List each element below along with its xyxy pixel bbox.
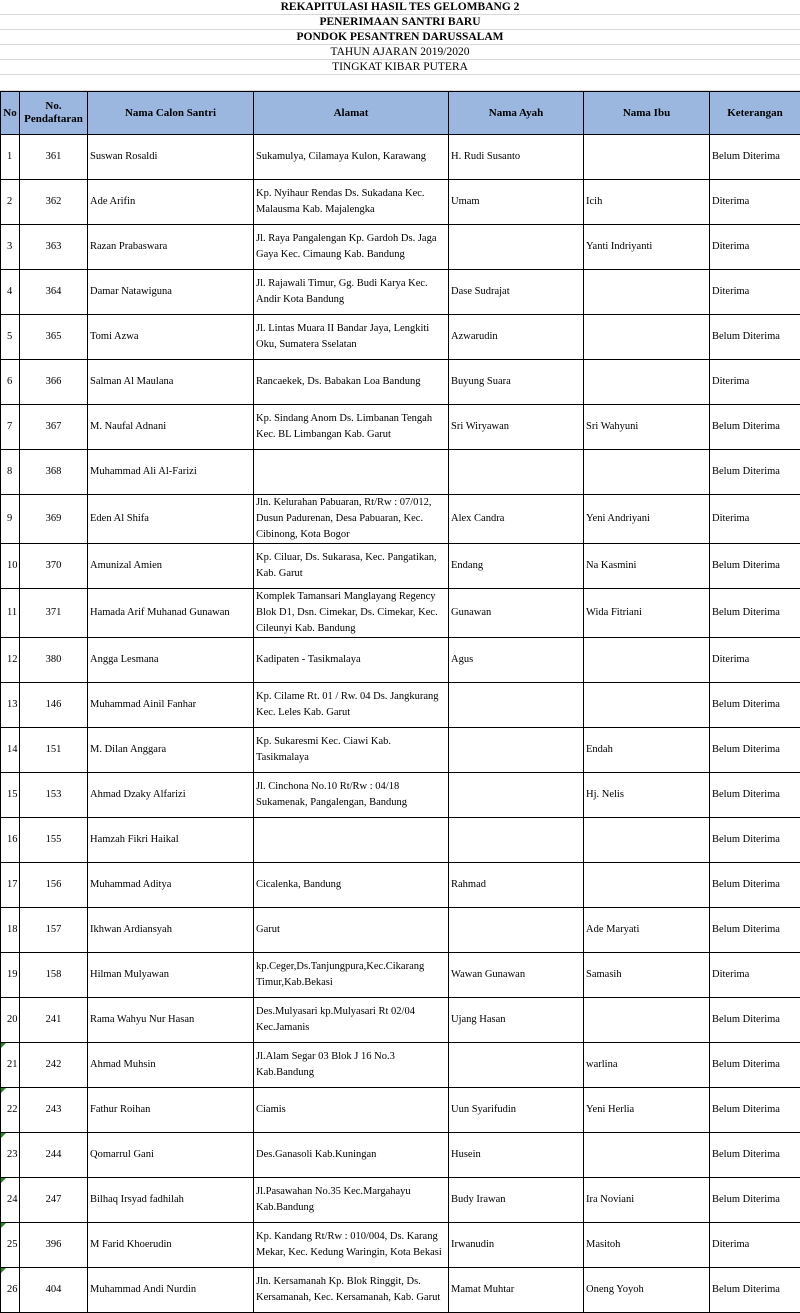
cell-no[interactable]: 23: [1, 1133, 20, 1178]
cell-ayah[interactable]: Agus: [449, 638, 584, 683]
cell-pendaftaran[interactable]: 244: [20, 1133, 88, 1178]
cell-alamat[interactable]: [254, 450, 449, 495]
cell-pendaftaran[interactable]: 369: [20, 495, 88, 544]
cell-pendaftaran[interactable]: 364: [20, 270, 88, 315]
cell-pendaftaran[interactable]: 247: [20, 1178, 88, 1223]
cell-alamat[interactable]: Kp. Kandang Rt/Rw : 010/004, Ds. Karang Mekar, Kec. Kedung Waringin, Kota Bekasi: [254, 1223, 449, 1268]
table-row: [1, 360, 800, 405]
blank-row: [0, 75, 800, 91]
cell-nama[interactable]: M. Dilan Anggara: [88, 728, 254, 773]
cell-no[interactable]: 17: [1, 863, 20, 908]
cell-alamat[interactable]: Jl. Raya Pangalengan Kp. Gardoh Ds. Jaga Gaya Kec. Cimaung Kab. Bandung: [254, 225, 449, 270]
cell-alamat[interactable]: Jl. Lintas Muara II Bandar Jaya, Lengkiti Oku, Sumatera Sselatan: [254, 315, 449, 360]
cell-ibu[interactable]: Endah: [584, 728, 710, 773]
cell-keterangan[interactable]: Belum Diterima: [710, 589, 800, 638]
cell-alamat[interactable]: Garut: [254, 908, 449, 953]
cell-alamat[interactable]: Jl.Alam Segar 03 Blok J 16 No.3 Kab.Bandung: [254, 1043, 449, 1088]
cell-no[interactable]: 12: [1, 638, 20, 683]
table-row: [1, 773, 800, 818]
cell-ibu[interactable]: Icih: [584, 180, 710, 225]
results-table: [0, 91, 800, 1313]
cell-ibu[interactable]: [584, 1133, 710, 1178]
cell-no[interactable]: 20: [1, 998, 20, 1043]
cell-ibu[interactable]: Oneng Yoyoh: [584, 1268, 710, 1313]
table-row: [1, 589, 800, 638]
cell-nama[interactable]: Amunizal Amien: [88, 544, 254, 589]
cell-no[interactable]: 5: [1, 315, 20, 360]
cell-no[interactable]: 14: [1, 728, 20, 773]
cell-nama[interactable]: M. Naufal Adnani: [88, 405, 254, 450]
cell-ibu[interactable]: Ade Maryati: [584, 908, 710, 953]
table-body: [1, 135, 800, 1313]
table-row: [1, 683, 800, 728]
cell-nama[interactable]: Hilman Mulyawan: [88, 953, 254, 998]
cell-ibu[interactable]: [584, 450, 710, 495]
cell-ayah[interactable]: Wawan Gunawan: [449, 953, 584, 998]
cell-ayah[interactable]: Irwanudin: [449, 1223, 584, 1268]
table-row: [1, 405, 800, 450]
cell-nama[interactable]: Fathur Roihan: [88, 1088, 254, 1133]
cell-pendaftaran[interactable]: 368: [20, 450, 88, 495]
cell-no[interactable]: 25: [1, 1223, 20, 1268]
cell-ibu[interactable]: [584, 135, 710, 180]
cell-ibu[interactable]: [584, 818, 710, 863]
table-row: [1, 818, 800, 863]
cell-nama[interactable]: Hamzah Fikri Haikal: [88, 818, 254, 863]
cell-keterangan[interactable]: Belum Diterima: [710, 998, 800, 1043]
cell-pendaftaran[interactable]: 371: [20, 589, 88, 638]
title-block: [0, 0, 800, 91]
cell-alamat[interactable]: Jl.Pasawahan No.35 Kec.Margahayu Kab.Bandung: [254, 1178, 449, 1223]
cell-nama[interactable]: Ikhwan Ardiansyah: [88, 908, 254, 953]
cell-ibu[interactable]: [584, 863, 710, 908]
table-row: [1, 270, 800, 315]
cell-ayah[interactable]: Gunawan: [449, 589, 584, 638]
header-row: [1, 92, 800, 135]
table-row: [1, 315, 800, 360]
cell-ayah[interactable]: [449, 225, 584, 270]
cell-no[interactable]: 10: [1, 544, 20, 589]
cell-keterangan[interactable]: Belum Diterima: [710, 1133, 800, 1178]
cell-nama[interactable]: Suswan Rosaldi: [88, 135, 254, 180]
cell-ibu[interactable]: [584, 638, 710, 683]
cell-ibu[interactable]: [584, 270, 710, 315]
cell-no[interactable]: 15: [1, 773, 20, 818]
cell-keterangan[interactable]: Belum Diterima: [710, 450, 800, 495]
cell-ayah[interactable]: [449, 908, 584, 953]
cell-pendaftaran[interactable]: 155: [20, 818, 88, 863]
cell-ayah[interactable]: Dase Sudrajat: [449, 270, 584, 315]
cell-nama[interactable]: Ade Arifin: [88, 180, 254, 225]
cell-no[interactable]: 13: [1, 683, 20, 728]
cell-pendaftaran[interactable]: 242: [20, 1043, 88, 1088]
cell-ibu[interactable]: [584, 998, 710, 1043]
cell-ayah[interactable]: Uun Syarifudin: [449, 1088, 584, 1133]
cell-no[interactable]: 26: [1, 1268, 20, 1313]
table-row: [1, 998, 800, 1043]
cell-pendaftaran[interactable]: 370: [20, 544, 88, 589]
cell-pendaftaran[interactable]: 367: [20, 405, 88, 450]
cell-alamat[interactable]: Kp. Cilame Rt. 01 / Rw. 04 Ds. Jangkurang Kec. Leles Kab. Garut: [254, 683, 449, 728]
cell-ibu[interactable]: Samasih: [584, 953, 710, 998]
cell-nama[interactable]: M Farid Khoerudin: [88, 1223, 254, 1268]
cell-alamat[interactable]: Jl. Rajawali Timur, Gg. Budi Karya Kec. Andir Kota Bandung: [254, 270, 449, 315]
table-row: [1, 225, 800, 270]
cell-alamat[interactable]: Sukamulya, Cilamaya Kulon, Karawang: [254, 135, 449, 180]
cell-nama[interactable]: Bilhaq Irsyad fadhilah: [88, 1178, 254, 1223]
cell-ibu[interactable]: Yeni Andriyani: [584, 495, 710, 544]
cell-ayah[interactable]: [449, 683, 584, 728]
table-row: [1, 1178, 800, 1223]
cell-nama[interactable]: Hamada Arif Muhanad Gunawan: [88, 589, 254, 638]
cell-keterangan[interactable]: Belum Diterima: [710, 1088, 800, 1133]
table-row: [1, 953, 800, 998]
cell-alamat[interactable]: Kp. Nyihaur Rendas Ds. Sukadana Kec. Malausma Kab. Majalengka: [254, 180, 449, 225]
cell-alamat[interactable]: Ciamis: [254, 1088, 449, 1133]
title-line-5: TINGKAT KIBAR PUTERA: [0, 60, 800, 75]
cell-pendaftaran[interactable]: 151: [20, 728, 88, 773]
cell-keterangan[interactable]: Diterima: [710, 638, 800, 683]
cell-ayah[interactable]: Ujang Hasan: [449, 998, 584, 1043]
col-header-keterangan[interactable]: Keterangan: [710, 92, 800, 135]
cell-alamat[interactable]: Kadipaten - Tasikmalaya: [254, 638, 449, 683]
table-row: [1, 638, 800, 683]
cell-alamat[interactable]: Rancaekek, Ds. Babakan Loa Bandung: [254, 360, 449, 405]
cell-keterangan[interactable]: Belum Diterima: [710, 1043, 800, 1088]
cell-pendaftaran[interactable]: 158: [20, 953, 88, 998]
title-line-3: PONDOK PESANTREN DARUSSALAM: [0, 30, 800, 45]
cell-pendaftaran[interactable]: 157: [20, 908, 88, 953]
cell-alamat[interactable]: Jln. Kelurahan Pabuaran, Rt/Rw : 07/012, Dusun Padurenan, Desa Pabuaran, Kec. Cibinong, Kota Bogor: [254, 495, 449, 544]
title-line-1: REKAPITULASI HASIL TES GELOMBANG 2: [0, 0, 800, 15]
cell-pendaftaran[interactable]: 361: [20, 135, 88, 180]
cell-pendaftaran[interactable]: 380: [20, 638, 88, 683]
title-line-4: TAHUN AJARAN 2019/2020: [0, 45, 800, 60]
cell-keterangan[interactable]: Diterima: [710, 1223, 800, 1268]
cell-ayah[interactable]: Endang: [449, 544, 584, 589]
cell-ayah[interactable]: Budy Irawan: [449, 1178, 584, 1223]
cell-alamat[interactable]: kp.Ceger,Ds.Tanjungpura,Kec.Cikarang Timur,Kab.Bekasi: [254, 953, 449, 998]
table-row: [1, 495, 800, 544]
cell-pendaftaran[interactable]: 146: [20, 683, 88, 728]
cell-nama[interactable]: Tomi Azwa: [88, 315, 254, 360]
cell-no[interactable]: 9: [1, 495, 20, 544]
cell-keterangan[interactable]: Diterima: [710, 180, 800, 225]
cell-pendaftaran[interactable]: 241: [20, 998, 88, 1043]
cell-keterangan[interactable]: Belum Diterima: [710, 728, 800, 773]
cell-ibu[interactable]: Na Kasmini: [584, 544, 710, 589]
cell-ibu[interactable]: Hj. Nelis: [584, 773, 710, 818]
cell-keterangan[interactable]: Diterima: [710, 225, 800, 270]
cell-alamat[interactable]: Jln. Kersamanah Kp. Blok Ringgit, Ds. Kersamanah, Kec. Kersamanah, Kab. Garut: [254, 1268, 449, 1313]
col-header-ayah[interactable]: Nama Ayah: [449, 92, 584, 135]
table-row: [1, 728, 800, 773]
cell-alamat[interactable]: Des.Ganasoli Kab.Kuningan: [254, 1133, 449, 1178]
table-row: [1, 863, 800, 908]
cell-keterangan[interactable]: Belum Diterima: [710, 773, 800, 818]
col-header-no[interactable]: No: [1, 92, 20, 135]
cell-pendaftaran[interactable]: 153: [20, 773, 88, 818]
cell-keterangan[interactable]: Belum Diterima: [710, 544, 800, 589]
table-row: [1, 1088, 800, 1133]
cell-ibu[interactable]: warlina: [584, 1043, 710, 1088]
cell-pendaftaran[interactable]: 363: [20, 225, 88, 270]
cell-keterangan[interactable]: Belum Diterima: [710, 683, 800, 728]
cell-no[interactable]: 1: [1, 135, 20, 180]
cell-alamat[interactable]: [254, 818, 449, 863]
cell-nama[interactable]: Razan Prabaswara: [88, 225, 254, 270]
cell-nama[interactable]: Angga Lesmana: [88, 638, 254, 683]
cell-ayah[interactable]: [449, 818, 584, 863]
cell-ayah[interactable]: [449, 1043, 584, 1088]
cell-alamat[interactable]: Kp. Sindang Anom Ds. Limbanan Tengah Kec. BL Limbangan Kab. Garut: [254, 405, 449, 450]
cell-no[interactable]: 2: [1, 180, 20, 225]
cell-nama[interactable]: Muhammad Andi Nurdin: [88, 1268, 254, 1313]
cell-nama[interactable]: Salman Al Maulana: [88, 360, 254, 405]
cell-nama[interactable]: Damar Natawiguna: [88, 270, 254, 315]
cell-ayah[interactable]: [449, 773, 584, 818]
cell-alamat[interactable]: Des.Mulyasari kp.Mulyasari Rt 02/04 Kec.Jamanis: [254, 998, 449, 1043]
table-row: [1, 450, 800, 495]
cell-keterangan[interactable]: Belum Diterima: [710, 315, 800, 360]
cell-pendaftaran[interactable]: 243: [20, 1088, 88, 1133]
cell-pendaftaran[interactable]: 156: [20, 863, 88, 908]
cell-no[interactable]: 8: [1, 450, 20, 495]
cell-keterangan[interactable]: Belum Diterima: [710, 908, 800, 953]
cell-keterangan[interactable]: Belum Diterima: [710, 818, 800, 863]
cell-alamat[interactable]: Jl. Cinchona No.10 Rt/Rw : 04/18 Sukamenak, Pangalengan, Bandung: [254, 773, 449, 818]
table-row: [1, 180, 800, 225]
cell-no[interactable]: 19: [1, 953, 20, 998]
title-line-2: PENERIMAAN SANTRI BARU: [0, 15, 800, 30]
cell-ayah[interactable]: Husein: [449, 1133, 584, 1178]
cell-ayah[interactable]: Alex Candra: [449, 495, 584, 544]
cell-alamat[interactable]: Komplek Tamansari Manglayang Regency Blok D1, Dsn. Cimekar, Ds. Cimekar, Kec. Cileunyi Kab. Bandung: [254, 589, 449, 638]
cell-nama[interactable]: Muhammad Ainil Fanhar: [88, 683, 254, 728]
cell-nama[interactable]: Eden Al Shifa: [88, 495, 254, 544]
cell-ayah[interactable]: H. Rudi Susanto: [449, 135, 584, 180]
cell-alamat[interactable]: Kp. Sukaresmi Kec. Ciawi Kab. Tasikmalaya: [254, 728, 449, 773]
cell-nama[interactable]: Rama Wahyu Nur Hasan: [88, 998, 254, 1043]
col-header-pendaftaran[interactable]: No. Pendaftaran: [20, 92, 88, 135]
cell-alamat[interactable]: Kp. Ciluar, Ds. Sukarasa, Kec. Pangatikan, Kab. Garut: [254, 544, 449, 589]
cell-no[interactable]: 22: [1, 1088, 20, 1133]
cell-no[interactable]: 3: [1, 225, 20, 270]
cell-no[interactable]: 16: [1, 818, 20, 863]
cell-no[interactable]: 18: [1, 908, 20, 953]
cell-nama[interactable]: Qomarrul Gani: [88, 1133, 254, 1178]
cell-nama[interactable]: Ahmad Muhsin: [88, 1043, 254, 1088]
cell-ibu[interactable]: [584, 315, 710, 360]
cell-ayah[interactable]: [449, 728, 584, 773]
col-header-ibu[interactable]: Nama Ibu: [584, 92, 710, 135]
cell-keterangan[interactable]: Diterima: [710, 953, 800, 998]
cell-ayah[interactable]: Mamat Muhtar: [449, 1268, 584, 1313]
col-header-alamat[interactable]: Alamat: [254, 92, 449, 135]
table-row: [1, 135, 800, 180]
table-row: [1, 1268, 800, 1313]
table-row: [1, 544, 800, 589]
cell-ibu[interactable]: Ira Noviani: [584, 1178, 710, 1223]
cell-keterangan[interactable]: Belum Diterima: [710, 135, 800, 180]
cell-keterangan[interactable]: Belum Diterima: [710, 405, 800, 450]
table-row: [1, 1043, 800, 1088]
cell-pendaftaran[interactable]: 404: [20, 1268, 88, 1313]
table-row: [1, 1133, 800, 1178]
cell-keterangan[interactable]: Diterima: [710, 270, 800, 315]
cell-ayah[interactable]: Umam: [449, 180, 584, 225]
cell-no[interactable]: 24: [1, 1178, 20, 1223]
cell-no[interactable]: 7: [1, 405, 20, 450]
cell-keterangan[interactable]: Belum Diterima: [710, 863, 800, 908]
cell-ibu[interactable]: Wida Fitriani: [584, 589, 710, 638]
cell-keterangan[interactable]: Belum Diterima: [710, 1268, 800, 1313]
col-header-nama[interactable]: Nama Calon Santri: [88, 92, 254, 135]
cell-no[interactable]: 11: [1, 589, 20, 638]
cell-nama[interactable]: Ahmad Dzaky Alfarizi: [88, 773, 254, 818]
table-row: [1, 908, 800, 953]
cell-alamat[interactable]: Cicalenka, Bandung: [254, 863, 449, 908]
cell-no[interactable]: 6: [1, 360, 20, 405]
cell-nama[interactable]: Muhammad Aditya: [88, 863, 254, 908]
cell-keterangan[interactable]: Belum Diterima: [710, 1178, 800, 1223]
cell-ayah[interactable]: Sri Wiryawan: [449, 405, 584, 450]
cell-ayah[interactable]: Azwarudin: [449, 315, 584, 360]
cell-ibu[interactable]: Yanti Indriyanti: [584, 225, 710, 270]
cell-no[interactable]: 4: [1, 270, 20, 315]
cell-nama[interactable]: Muhammad Ali Al-Farizi: [88, 450, 254, 495]
cell-pendaftaran[interactable]: 362: [20, 180, 88, 225]
cell-ayah[interactable]: Rahmad: [449, 863, 584, 908]
cell-no[interactable]: 21: [1, 1043, 20, 1088]
table-row: [1, 1223, 800, 1268]
cell-keterangan[interactable]: Diterima: [710, 360, 800, 405]
cell-pendaftaran[interactable]: 396: [20, 1223, 88, 1268]
cell-keterangan[interactable]: Diterima: [710, 495, 800, 544]
cell-ayah[interactable]: [449, 450, 584, 495]
cell-ibu[interactable]: Masitoh: [584, 1223, 710, 1268]
cell-ibu[interactable]: Yeni Herlia: [584, 1088, 710, 1133]
cell-pendaftaran[interactable]: 366: [20, 360, 88, 405]
cell-ibu[interactable]: [584, 683, 710, 728]
cell-ayah[interactable]: Buyung Suara: [449, 360, 584, 405]
cell-ibu[interactable]: Sri Wahyuni: [584, 405, 710, 450]
cell-ibu[interactable]: [584, 360, 710, 405]
cell-pendaftaran[interactable]: 365: [20, 315, 88, 360]
